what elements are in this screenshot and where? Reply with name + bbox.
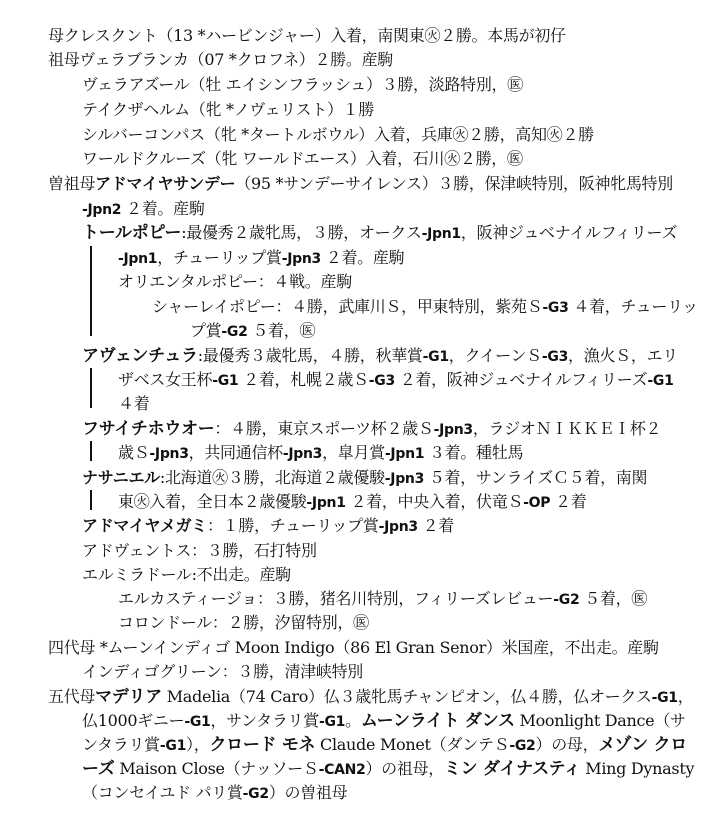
text-segment: インディゴグリーン：３勝，清津峡特別 — [82, 662, 364, 681]
horse-name: アドマイヤメガミ — [82, 516, 207, 535]
grade-label: -G1 — [212, 373, 239, 389]
text-segment: シルバーコンパス（牝 *タートルボウル）入着，兵庫㊋２勝，高知㊋２勝 — [82, 125, 594, 144]
grade-label: -Jpn3 — [384, 471, 425, 487]
text-segment: ）， — [186, 735, 210, 754]
line-offspring — [82, 99, 374, 121]
horse-name: ーズ — [82, 759, 115, 779]
grade-label: -G2 — [553, 592, 580, 608]
grade-label: -Jpn1 — [421, 226, 461, 242]
text-segment: ２着，中央入着，伏竜Ｓ — [345, 492, 524, 511]
text-segment: ２着，札幌２歳Ｓ — [238, 370, 369, 389]
text-segment: Moonlight Dance（サ — [514, 711, 686, 730]
line-offspring — [82, 661, 363, 683]
line-great-grand-offspring-cont — [190, 320, 315, 343]
tree-connector-line — [90, 246, 92, 336]
text-segment: ３着。種牡馬 — [424, 443, 524, 462]
grade-label: -Jpn1 — [306, 495, 346, 511]
text-segment: （95 *サンデーサイレンス）３勝，保津峡特別，阪神牝馬特別 — [235, 174, 673, 193]
grade-label: -G2 — [221, 324, 248, 340]
grade-label: -G1 — [647, 373, 674, 389]
line-offspring — [82, 540, 317, 562]
text-segment: ５着，㊩ — [579, 589, 648, 608]
line-offspring — [82, 564, 291, 586]
text-segment: ）の祖母， — [365, 759, 444, 778]
text-segment: ，チューリップ賞 — [157, 248, 282, 267]
text-segment: エルカスティージョ：３勝，猪名川特別，フィリーズレビュー — [118, 589, 554, 608]
text-segment: 曽祖母 — [48, 174, 96, 193]
grade-label: -G3 — [541, 349, 569, 365]
line-offspring-cont — [118, 393, 149, 415]
text-segment: ：１勝，チューリップ賞 — [206, 516, 379, 535]
line-third-dam-cont — [82, 198, 205, 221]
text-segment: 五代母 — [48, 687, 96, 706]
grade-label: -Jpn1 — [118, 251, 158, 267]
grade-label: -G2 — [242, 786, 269, 802]
text-segment: アドヴェントス：３勝，石打特別 — [82, 541, 317, 560]
line-offspring — [82, 418, 661, 441]
tree-connector-line — [90, 441, 92, 461]
line-offspring — [82, 515, 454, 538]
text-segment: ， — [677, 687, 694, 706]
text-segment: 四代母 *ムーンインディゴ Moon Indigo（86 El Gran Senor）米国産，不出走。産駒 — [48, 638, 659, 657]
line-fifth-dam-cont — [82, 782, 347, 805]
text-segment: 歳Ｓ — [118, 443, 150, 462]
line-great-grand-offspring — [152, 296, 698, 319]
text-segment: :最優秀２歳牝馬，３勝，オークス — [181, 223, 422, 242]
line-fifth-dam-cont — [82, 734, 687, 757]
text-segment: ２着。産駒 — [121, 199, 205, 218]
tree-connector-line — [90, 490, 92, 510]
horse-name: マデリア — [95, 687, 162, 707]
text-segment: ２着。産駒 — [320, 248, 405, 267]
grade-label: -G1 — [651, 690, 678, 706]
text-segment: ４着，チューリッ — [568, 297, 698, 316]
text-segment: （コンセイユド パリ賞 — [82, 783, 243, 802]
text-segment: ヴェラアズール（牡 エイシンフラッシュ）３勝，淡路特別，㊩ — [82, 75, 523, 94]
text-segment: シャーレイポピー：４勝，武庫川Ｓ，甲東特別，紫苑Ｓ — [152, 297, 543, 316]
grade-label: -G2 — [509, 738, 536, 754]
text-segment: ，皐月賞 — [322, 443, 385, 462]
line-offspring — [82, 222, 677, 245]
text-segment: ）の母， — [535, 735, 599, 754]
text-segment: ）の曽祖母 — [268, 783, 348, 802]
text-segment: ４着 — [118, 394, 150, 413]
grade-label: -G1 — [422, 349, 449, 365]
text-segment: :最優秀３歳牝馬，４勝，秋華賞 — [197, 346, 423, 365]
text-segment: ワールドクルーズ（牝 ワールドエース）入着，石川㊋２勝，㊩ — [82, 149, 523, 168]
text-segment: ：４勝，東京スポーツ杯２歳Ｓ — [214, 419, 434, 438]
horse-name: アドマイヤサンデー — [95, 174, 236, 193]
grade-label: -Jpn3 — [433, 422, 473, 438]
text-segment: 東㊋入着，全日本２歳優駿 — [118, 492, 307, 511]
grade-label: -Jpn3 — [149, 446, 189, 462]
line-offspring-cont — [118, 369, 674, 392]
text-segment: ２着 — [417, 516, 454, 535]
text-segment: 仏1000ギニー — [82, 711, 185, 730]
horse-name: アヴェンチュラ — [82, 346, 198, 366]
text-segment: ，阪神ジュベナイルフィリーズ — [460, 223, 678, 242]
line-dam — [48, 25, 566, 47]
horse-name: ムーンライト ダンス — [360, 711, 515, 731]
line-offspring-cont — [118, 491, 586, 514]
text-segment: :北海道㊋３勝，北海道２歳優駿 — [159, 468, 385, 487]
grade-label: -G3 — [542, 300, 569, 316]
text-segment: Claude Monet（ダンテＳ — [315, 735, 510, 754]
text-segment: ，サンタラリ賞 — [210, 711, 319, 730]
text-segment: 祖母ヴェラブランカ（07 *クロフネ）２勝。産駒 — [48, 50, 393, 69]
text-segment: 母クレスクント（13 *ハービンジャー）入着，南関東㊋２勝。本馬が初仔 — [48, 26, 566, 45]
grade-label: -G3 — [368, 373, 395, 389]
text-segment: 。 — [345, 711, 361, 730]
line-offspring — [82, 74, 523, 96]
text-segment: ２着 — [550, 492, 587, 511]
line-offspring-cont — [118, 442, 523, 465]
line-grand-offspring — [118, 612, 369, 634]
grade-label: -Jpn3 — [282, 446, 323, 462]
text-segment: ，クイーンＳ — [448, 346, 542, 365]
line-grand-offspring — [118, 271, 352, 293]
grade-label: -Jpn1 — [384, 446, 425, 462]
text-segment: エルミラドール:不出走。産駒 — [82, 565, 291, 584]
horse-name: フサイチホウオー — [82, 419, 215, 439]
text-segment: ，ラジオＮＩＫＫＥＩ杯２ — [472, 419, 662, 438]
text-segment: オリエンタルポピー：４戦。産駒 — [118, 272, 352, 291]
text-segment: ，共同通信杯 — [188, 443, 283, 462]
text-segment: コロンドール：２勝，汐留特別，㊩ — [118, 613, 369, 632]
line-fifth-dam — [48, 686, 693, 709]
grade-label: -G1 — [318, 714, 346, 730]
grade-label: -OP — [523, 495, 551, 511]
text-segment: プ賞 — [190, 321, 222, 340]
line-offspring — [82, 345, 678, 368]
text-segment: ，漁火Ｓ，エリ — [568, 346, 678, 365]
text-segment: ２着，阪神ジュベナイルフィリーズ — [394, 370, 648, 389]
line-offspring-cont — [118, 247, 404, 270]
grade-label: -Jpn2 — [82, 202, 122, 218]
text-segment: Madelia（74 Caro）仏３歳牝馬チャンピオン，仏４勝，仏オークス — [161, 687, 652, 706]
horse-name: ナサニエル — [82, 468, 160, 487]
text-segment: Maison Close（ナッソーＳ — [114, 759, 319, 778]
text-segment: テイクザヘルム（牝 *ノヴェリスト）１勝 — [82, 100, 375, 119]
line-fourth-dam — [48, 637, 659, 659]
line-offspring — [82, 148, 523, 170]
line-fifth-dam-cont — [82, 758, 694, 781]
grade-label: -G1 — [184, 714, 211, 730]
line-offspring — [82, 124, 594, 146]
line-fifth-dam-cont — [82, 710, 686, 733]
line-grand-offspring — [118, 588, 647, 611]
text-segment: ザベス女王杯 — [118, 370, 213, 389]
horse-name: トールポピー — [82, 223, 182, 243]
horse-name: ミン ダイナスティ — [443, 759, 581, 779]
text-segment: ンタラリ賞 — [82, 735, 160, 754]
text-segment: ５着，㊩ — [247, 321, 316, 340]
line-granddam — [48, 49, 393, 71]
line-offspring — [82, 467, 647, 490]
horse-name: クロード モネ — [209, 735, 316, 755]
horse-name: メゾン クロ — [598, 735, 687, 755]
tree-connector-line — [90, 368, 92, 408]
grade-label: -CAN2 — [318, 762, 366, 778]
text-segment: Ming Dynasty — [580, 759, 695, 778]
text-segment: ５着，サンライズＣ５着，南関 — [424, 468, 648, 487]
grade-label: -Jpn3 — [281, 251, 321, 267]
grade-label: -G1 — [159, 738, 187, 754]
line-third-dam — [48, 173, 673, 195]
grade-label: -Jpn3 — [378, 519, 418, 535]
